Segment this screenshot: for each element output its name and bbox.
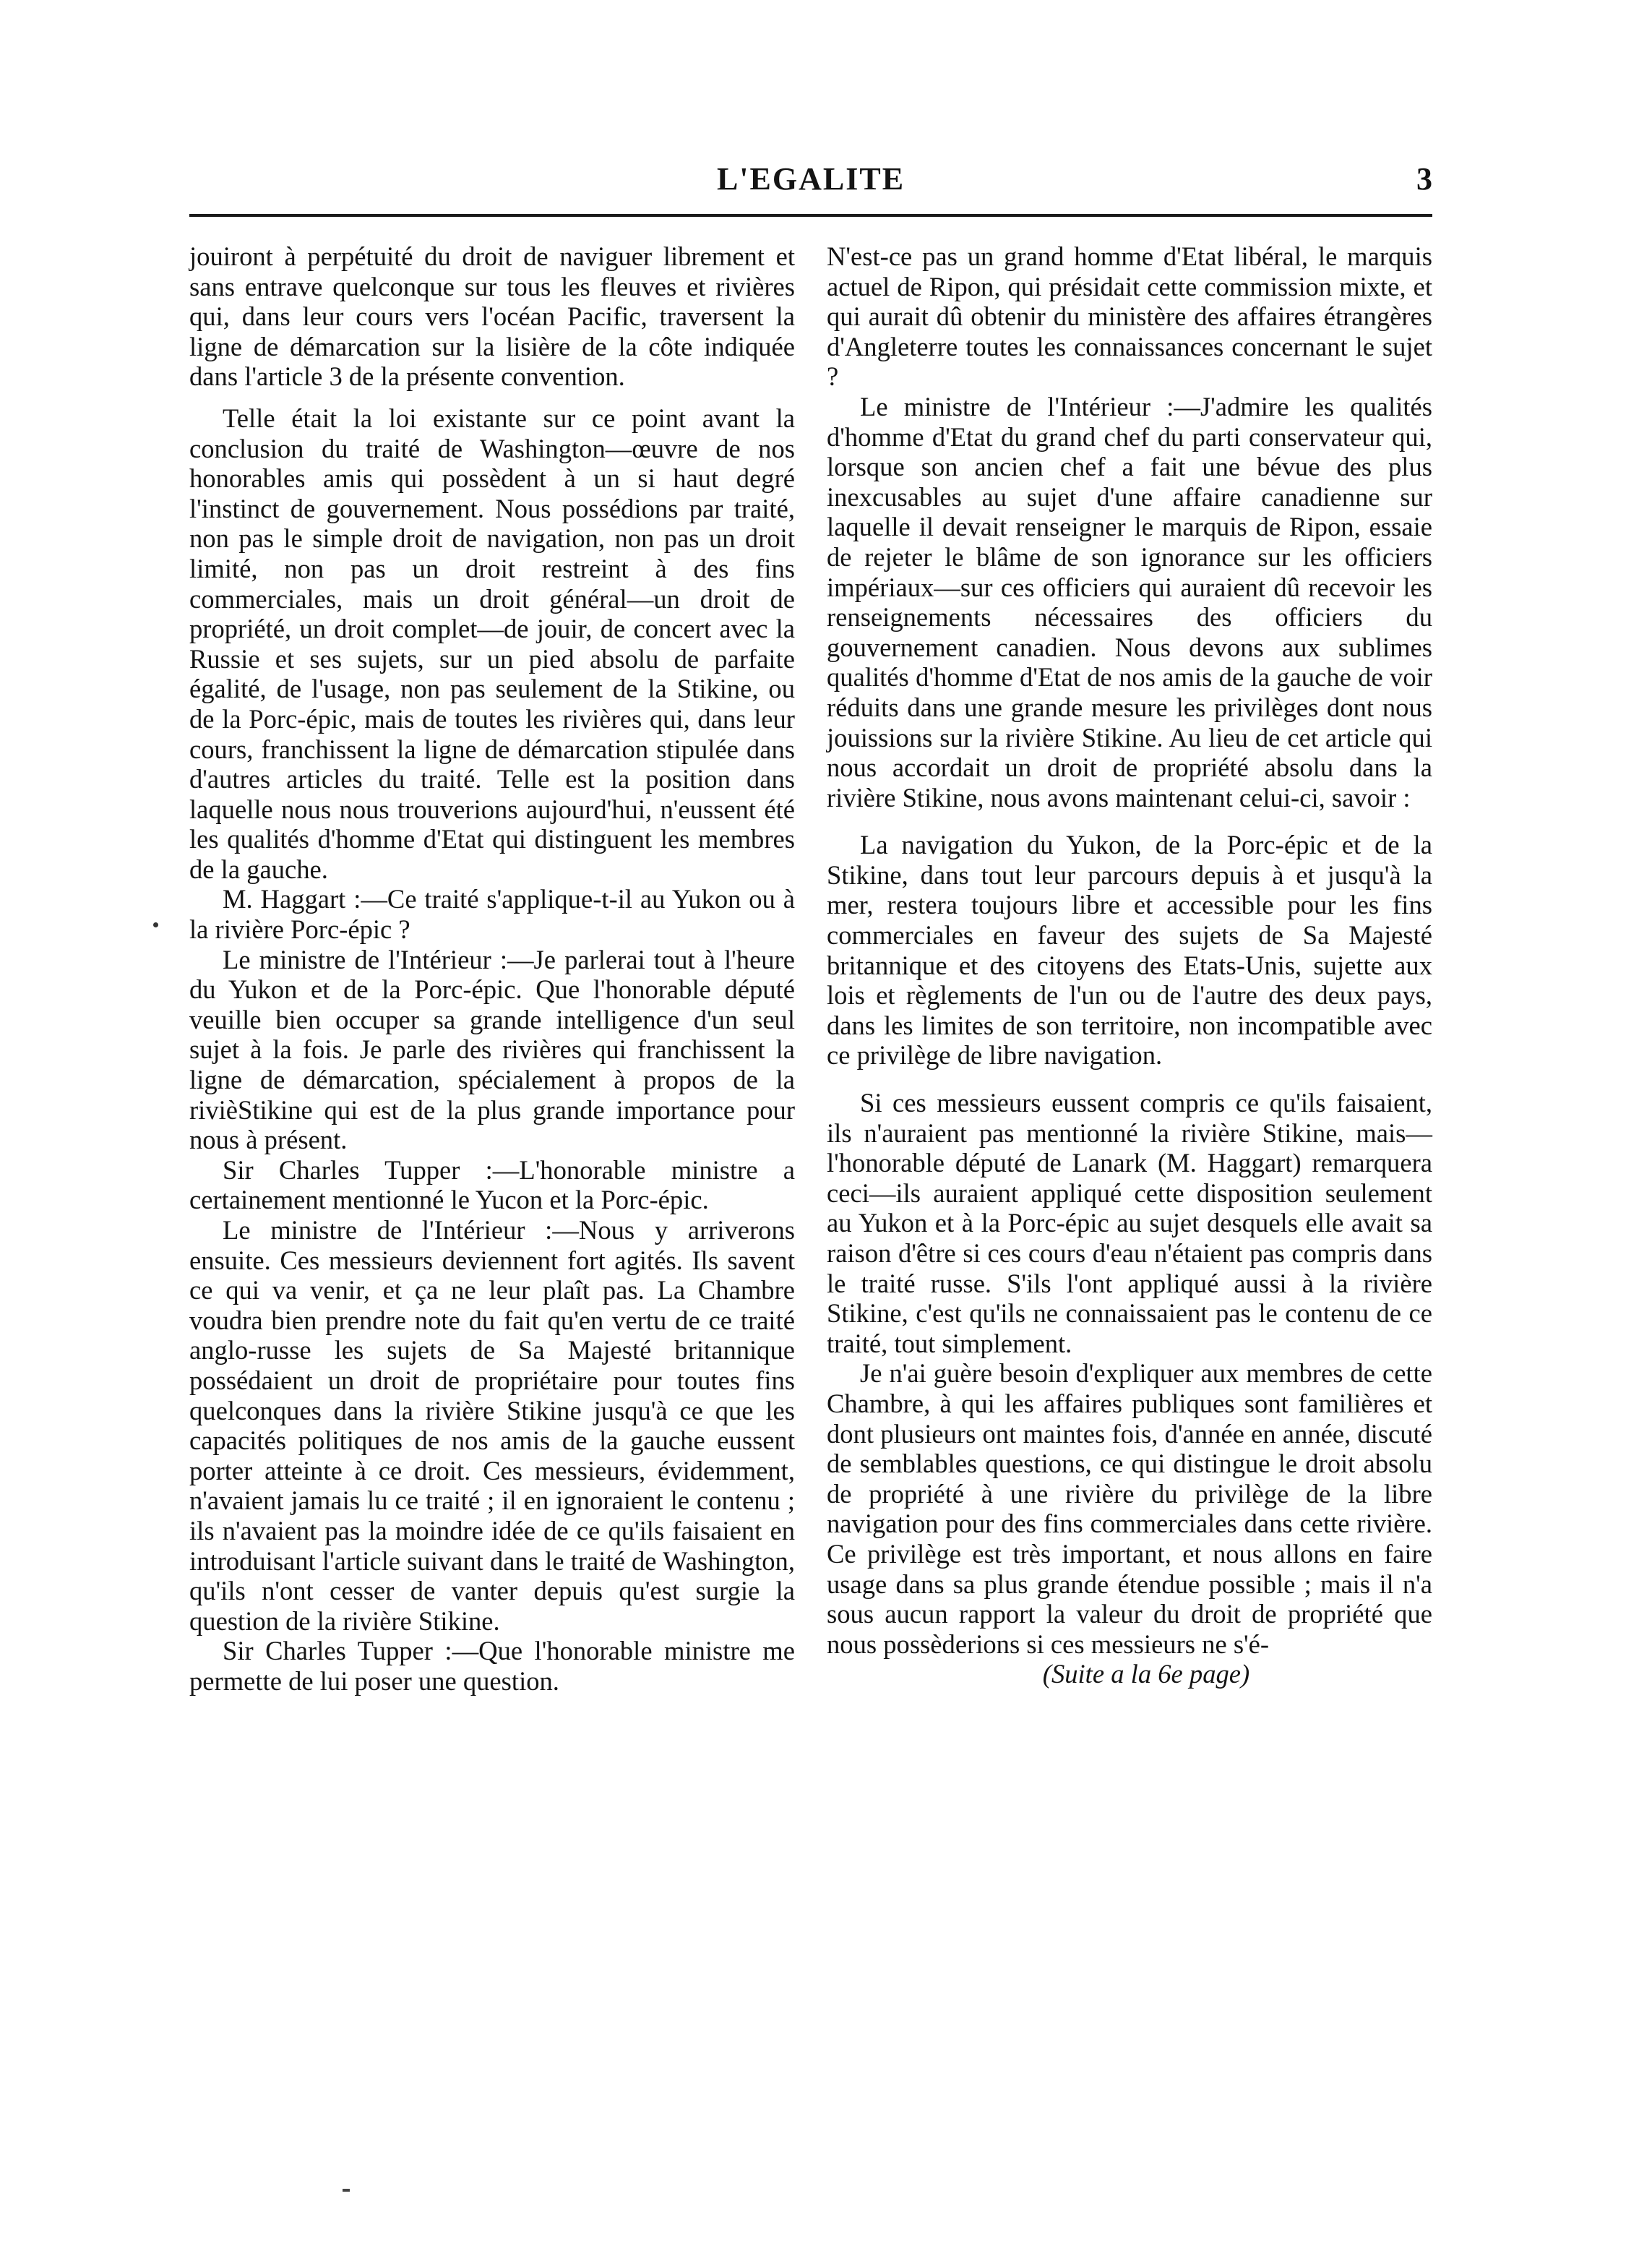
speech-paragraph: Le ministre de l'Intérieur :—Je parlerai tout à l'heure du Yukon et de la Porc-épic. Que l'honorable député veuille bien occuper sa grande intelligence d'un seul sujet à la fois. Je parle des rivières qui franchissent la ligne de démarcation, spécialement à propos de la rivièStikine qui est de la plus grande importance pour nous à présent.: [189, 944, 795, 1155]
header-rule: [189, 214, 1432, 217]
page-header: [189, 153, 1432, 204]
paragraph: Si ces messieurs eussent compris ce qu'ils faisaient, ils n'auraient pas mentionné la rivière Stikine, mais—l'honorable député de Lanark (M. Haggart) remarquera ceci—ils auraient appliqué cette disposition seulement au Yukon et à la Porc-épic au sujet desquels elle avait sa raison d'être si ces cours d'eau n'étaient pas compris dans le traité russe. S'ils l'ont appliqué aussi à la rivière Stikine, c'est qu'ils ne connaissaient pas le contenu de ce traité, tout simplement.: [827, 1088, 1432, 1358]
speech-paragraph: Le ministre de l'Intérieur :—J'admire les qualités d'homme d'Etat du grand chef du parti conservateur qui, lorsque son ancien chef a fait une bévue des plus inexcusables au sujet d'une affaire canadienne sur laquelle il devait renseigner le marquis de Ripon, essaie de rejeter le blâme de son ignorance sur les officiers impériaux—sur ces officiers qui auraient dû recevoir les renseignements nécessaires des officiers du gouvernement canadien. Nous devons aux sublimes qualités d'homme d'Etat de nos amis de la gauche de voir réduits dans une grande mesure les privilèges dont nous jouissions sur la rivière Stikine. Au lieu de cet article qui nous accordait un droit de propriété absolu dans la rivière Stikine, nous avons maintenant celui-ci, savoir :: [827, 391, 1432, 812]
left-column: [189, 241, 795, 1697]
speech-paragraph: Sir Charles Tupper :—Que l'honorable ministre me permette de lui poser une question.: [189, 1636, 795, 1696]
page-number: 3: [1416, 161, 1432, 197]
print-speck: [343, 2189, 350, 2192]
paragraph: Telle était la loi existante sur ce point avant la conclusion du traité de Washington—œuvre de nos honorables amis qui possèdent à un si haut degré l'instinct de gouvernement. Nous possédions par traité, non pas le simple droit de navigation, non pas un droit limité, non pas un droit restreint à des fins commerciales, mais un droit général—un droit de propriété, un droit complet—de jouir, de concert avec la Russie et ses sujets, sur un pied absolu de parfaite égalité, de l'usage, non pas seulement de la Stikine, ou de la Porc-épic, mais de toutes les rivières qui, dans leur cours, franchissent la ligne de démarcation stipulée dans d'autres articles du traité. Telle est la position dans laquelle nous nous trouverions aujourd'hui, n'eussent été les qualités d'homme d'Etat qui distinguent les membres de la gauche.: [189, 403, 795, 884]
right-column: [827, 241, 1432, 1689]
paragraph: Je n'ai guère besoin d'expliquer aux membres de cette Chambre, à qui les affaires publiques sont familières et dont plusieurs ont maintes fois, d'année en année, discuté de semblables questions, ce qui distingue le droit absolu de propriété à une rivière du privilège de la libre navigation pour des fins commerciales dans cette rivière. Ce privilège est très important, et nous allons en faire usage dans sa plus grande étendue possible ; mais il n'a sous aucun rapport la valeur du droit de propriété que nous possèderions si ces messieurs ne s'é-: [827, 1358, 1432, 1659]
speech-paragraph: M. Haggart :—Ce traité s'applique-t-il au Yukon ou à la rivière Porc-épic ?: [189, 884, 795, 945]
paragraph: jouiront à perpétuité du droit de naviguer librement et sans entrave quelconque sur tous les fleuves et rivières qui, dans leur cours vers l'océan Pacific, traversent la ligne de démarcation sur la lisière de la côte indiquée dans l'article 3 de la présente convention.: [189, 241, 795, 392]
speech-paragraph: Sir Charles Tupper :—L'honorable ministre a certainement mentionné le Yucon et la Porc-épic.: [189, 1154, 795, 1215]
speech-paragraph: Le ministre de l'Intérieur :—Nous y arriverons ensuite. Ces messieurs deviennent fort agités. Ils savent ce qui va venir, et ça ne leur plaît pas. La Chambre voudra bien prendre note du fait qu'en vertu de ce traité anglo-russe les sujets de Sa Majesté britannique possédaient un droit de propriétaire pour toutes fins quelconques dans la rivière Stikine jusqu'à ce que les capacités politiques de nos amis de la gauche eussent porter atteinte à ce droit. Ces messieurs, évidemment, n'avaient jamais lu ce traité ; il en ignoraient le contenu ; ils n'avaient pas la moindre idée de ce qu'ils faisaient en introduisant l'article suivant dans le traité de Washington, qu'ils n'ont cesser de vanter depuis qu'est surgie la question de la rivière Stikine.: [189, 1215, 795, 1636]
quoted-treaty-article: La navigation du Yukon, de la Porc-épic et de la Stikine, dans tout leur parcours depuis à et jusqu'à la mer, restera toujours libre et accessible pour les fins commerciales en faveur des sujets de Sa Majesté britannique et des citoyens des Etats-Unis, sujette aux lois et règlements de l'un ou de l'autre des deux pays, dans les limites de son territoire, non incompatible avec ce privilège de libre navigation.: [827, 830, 1432, 1071]
masthead-title: L'EGALITE: [716, 161, 905, 197]
paragraph: N'est-ce pas un grand homme d'Etat libéral, le marquis actuel de Ripon, qui présidait cette commission mixte, et qui aurait dû obtenir du ministère des affaires étrangères d'Angleterre toutes les connaissances concernant le sujet ?: [827, 241, 1432, 392]
print-speck: [153, 922, 158, 927]
continued-note: (Suite a la 6e page): [1042, 1659, 1250, 1689]
